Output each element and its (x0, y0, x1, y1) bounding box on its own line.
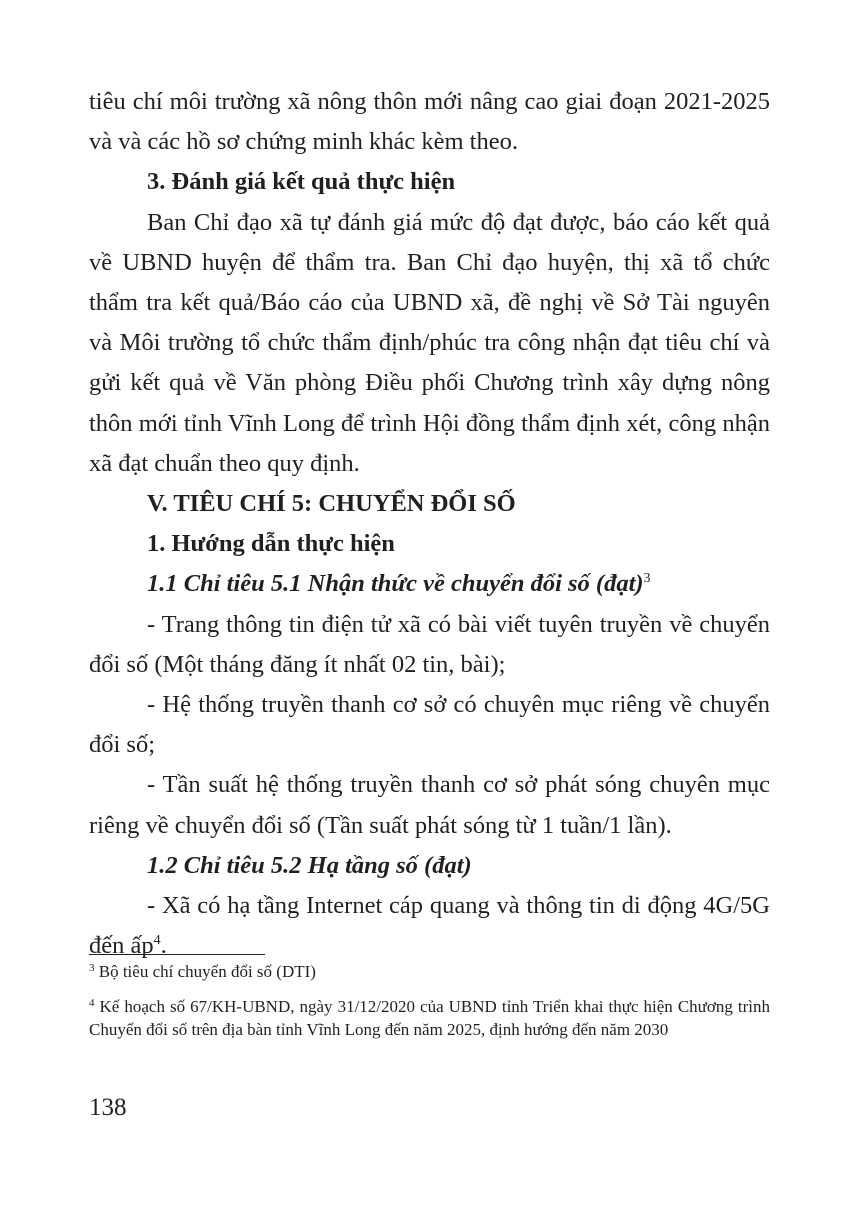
footnote-marker-4: 4 (89, 997, 95, 1009)
footnote-ref-4: 4 (153, 933, 161, 949)
footnote-3-text: Bộ tiêu chí chuyển đổi số (DTI) (98, 962, 316, 981)
bullet-broadcast: - Hệ thống truyền thanh cơ sở có chuyên mục riêng về chuyển đổi số; (89, 691, 770, 759)
subheading-5-1-text: 1.1 Chỉ tiêu 5.1 Nhận thức về chuyển đổi số (đạt) (147, 570, 644, 598)
section-heading-3: 3. Đánh giá kết quả thực hiện (147, 168, 456, 196)
bullet-infrastructure-text: - Xã có hạ tầng Internet cáp quang và thông tin di động 4G/5G đến ấp (89, 892, 770, 960)
bullet-frequency: - Tần suất hệ thống truyền thanh cơ sở phát sóng chuyên mục riêng về chuyển đổi số (Tần suất phát sóng từ 1 tuần/1 lần). (89, 771, 770, 839)
guide-heading: 1. Hướng dẫn thực hiện (147, 530, 395, 558)
subheading-5-1 (89, 564, 770, 604)
body-text (89, 82, 770, 966)
footnote-3 (89, 960, 770, 983)
footnotes (89, 960, 770, 1041)
bullet-website: - Trang thông tin điện tử xã có bài viết tuyên truyền về chuyển đổi số (Một tháng đăng ít nhất 02 tin, bài); (89, 610, 770, 678)
footnote-marker-3: 3 (89, 962, 95, 974)
subheading-5-2: 1.2 Chỉ tiêu 5.2 Hạ tầng số (đạt) (147, 851, 472, 879)
paragraph-evaluation: Ban Chỉ đạo xã tự đánh giá mức độ đạt được, báo cáo kết quả về UBND huyện để thẩm tra. Ban Chỉ đạo huyện, thị xã tổ chức thẩm tra kết quả/Báo cáo của UBND xã, đề nghị về Sở Tài nguyên và Môi trường tổ chức thẩm định/phúc tra công nhận đạt tiêu chí và gửi kết quả về Văn phòng Điều phối Chương trình xây dựng nông thôn mới tỉnh Vĩnh Long để trình Hội đồng thẩm định xét, công nhận xã đạt chuẩn theo quy định. (89, 208, 770, 477)
bullet-infrastructure-end: . (160, 932, 167, 960)
footnote-divider (89, 954, 265, 955)
footnote-ref-3: 3 (643, 571, 651, 587)
footnote-4-text: Kế hoạch số 67/KH-UBND, ngày 31/12/2020 của UBND tỉnh Triển khai thực hiện Chương trình Chuyển đổi số trên địa bàn tỉnh Vĩnh Long đến năm 2025, định hướng đến năm 2030 (89, 997, 771, 1039)
paragraph-continuation: tiêu chí môi trường xã nông thôn mới nâng cao giai đoạn 2021-2025 và và các hồ sơ chứng minh khác kèm theo. (89, 88, 770, 156)
chapter-heading-5: V. TIÊU CHÍ 5: CHUYỂN ĐỔI SỐ (147, 490, 516, 518)
footnote-4 (89, 995, 770, 1041)
page-number: 138 (89, 1094, 127, 1121)
